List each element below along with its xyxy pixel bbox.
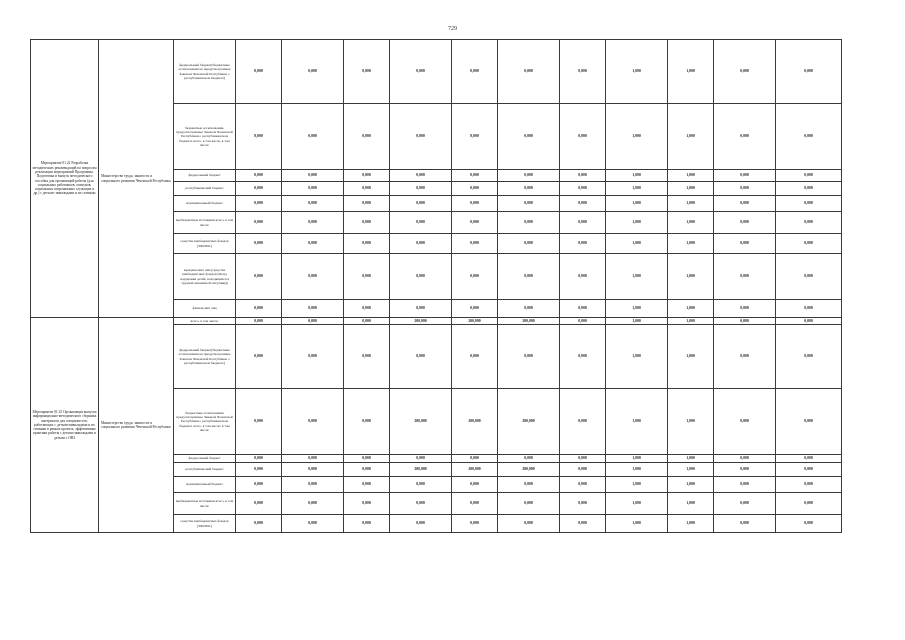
value-cell: 0,000 [236,477,282,493]
value-cell: 0,000 [498,212,560,234]
value-cell: 200,000 [390,389,452,455]
value-cell: 0,000 [714,182,776,196]
value-cell: 200,000 [390,318,452,325]
value-cell: 0,000 [344,515,390,533]
value-cell: 0,000 [344,40,390,104]
value-cell: 0,000 [452,104,498,170]
funding-source-cell: республиканский бюджет [174,182,236,196]
value-cell: 0,000 [560,234,606,254]
funding-source-cell: федеральный бюджет [174,170,236,182]
value-cell: 0,000 [776,463,842,477]
value-cell: 0,000 [282,300,344,318]
value-cell: 0,000 [452,234,498,254]
value-cell: 0,000 [452,477,498,493]
value-cell: 0,000 [714,463,776,477]
funding-source-cell: федеральный бюджет(бюджетные ассигнования не предусмотренные Законом Чеченской Республики о республиканском бюджете) [174,325,236,389]
value-cell: 0,000 [236,104,282,170]
value-cell: 0,000 [282,318,344,325]
value-cell: 0,000 [236,212,282,234]
value-cell: 1,000 [668,234,714,254]
value-cell: 0,000 [236,463,282,477]
value-cell: 0,000 [236,40,282,104]
value-cell: 1,000 [606,182,668,196]
value-cell: 0,000 [344,170,390,182]
value-cell: 0,000 [714,325,776,389]
value-cell: 0,000 [236,170,282,182]
value-cell: 0,000 [714,170,776,182]
value-cell: 0,000 [390,325,452,389]
value-cell: 0,000 [776,515,842,533]
value-cell: 0,000 [390,477,452,493]
value-cell: 0,000 [714,455,776,463]
funding-source-cell: федеральный бюджет(бюджетные ассигнования не предусмотренные Законом Чеченской Республики о республиканском бюджете) [174,40,236,104]
value-cell: 0,000 [776,300,842,318]
value-cell: 0,000 [344,325,390,389]
value-cell: 0,000 [498,170,560,182]
value-cell: 0,000 [344,318,390,325]
value-cell: 0,000 [282,40,344,104]
value-cell: 0,000 [236,196,282,212]
value-cell: 0,000 [776,196,842,212]
value-cell: 1,000 [606,515,668,533]
value-cell: 0,000 [390,196,452,212]
value-cell: 0,000 [344,212,390,234]
value-cell: 1,000 [668,318,714,325]
value-cell: 1,000 [668,493,714,515]
value-cell: 0,000 [390,455,452,463]
value-cell: 200,000 [452,463,498,477]
value-cell: 0,000 [344,477,390,493]
value-cell: 0,000 [236,254,282,300]
value-cell: 1,000 [606,104,668,170]
value-cell: 0,000 [452,170,498,182]
funding-source-cell: муниципальный бюджет [174,196,236,212]
value-cell: 0,000 [714,40,776,104]
value-cell: 1,000 [668,196,714,212]
value-cell: 1,000 [606,196,668,212]
value-cell: 0,000 [344,463,390,477]
value-cell: 0,000 [282,325,344,389]
value-cell: 0,000 [560,300,606,318]
value-cell: 1,000 [668,463,714,477]
value-cell: 200,000 [452,318,498,325]
value-cell: 0,000 [282,182,344,196]
value-cell: 0,000 [776,318,842,325]
value-cell: 1,000 [668,515,714,533]
value-cell: 0,000 [776,234,842,254]
value-cell: 0,000 [560,318,606,325]
table-row [31,40,842,104]
value-cell: 1,000 [606,234,668,254]
value-cell: 0,000 [776,40,842,104]
value-cell: 0,000 [282,234,344,254]
value-cell: 0,000 [344,196,390,212]
value-cell: 0,000 [498,234,560,254]
value-cell: 1,000 [668,325,714,389]
value-cell: 0,000 [714,389,776,455]
value-cell: 0,000 [498,104,560,170]
value-cell: 0,000 [236,318,282,325]
value-cell: 0,000 [390,254,452,300]
value-cell: 0,000 [452,300,498,318]
value-cell: 1,000 [668,455,714,463]
funding-source-cell: муниципальный бюджет [174,477,236,493]
value-cell: 0,000 [344,455,390,463]
value-cell: 0,000 [776,170,842,182]
funding-source-cell: федеральный бюджет [174,455,236,463]
value-cell: 0,000 [714,234,776,254]
value-cell: 0,000 [714,515,776,533]
value-cell: 0,000 [560,477,606,493]
value-cell: 0,000 [776,477,842,493]
value-cell: 0,000 [560,104,606,170]
funding-source-cell: республиканский бюджет [174,463,236,477]
value-cell: 0,000 [452,196,498,212]
value-cell: 0,000 [714,254,776,300]
value-cell: 0,000 [498,455,560,463]
value-cell: 1,000 [668,300,714,318]
value-cell: 0,000 [776,104,842,170]
value-cell: 1,000 [668,104,714,170]
value-cell: 0,000 [776,212,842,234]
value-cell: 0,000 [282,493,344,515]
value-cell: 1,000 [668,212,714,234]
value-cell: 0,000 [390,104,452,170]
funding-source-cell: средства внебюджетных фондов (ТФОМС) [174,515,236,533]
funding-source-cell: юридических лиц (средства внебюджетных фондов (Фонд поддержки детей, находящихся в трудной жизненной ситуации)) [174,254,236,300]
executor-cell: Министерство труда, занятости и социального развития Чеченской Республики [99,318,174,533]
funding-source-cell: бюджетные ассигнования предусмотренные Законом Чеченской Республики о республиканском бюджете всего, в том числе: в том числе: [174,389,236,455]
value-cell: 1,000 [668,254,714,300]
value-cell: 1,000 [606,212,668,234]
value-cell: 0,000 [560,40,606,104]
value-cell: 1,000 [668,477,714,493]
value-cell: 0,000 [452,212,498,234]
value-cell: 0,000 [560,196,606,212]
value-cell: 0,000 [714,196,776,212]
value-cell: 0,000 [452,455,498,463]
value-cell: 1,000 [606,300,668,318]
value-cell: 0,000 [714,493,776,515]
value-cell: 0,000 [560,325,606,389]
value-cell: 1,000 [606,463,668,477]
value-cell: 1,000 [668,40,714,104]
value-cell: 0,000 [236,389,282,455]
value-cell: 0,000 [452,182,498,196]
value-cell: 0,000 [714,318,776,325]
value-cell: 0,000 [236,515,282,533]
funding-source-cell: внебюджетные источники всего, в том числе: [174,212,236,234]
value-cell: 0,000 [560,389,606,455]
value-cell: 1,000 [606,493,668,515]
funding-source-cell: всего, в том числе: [174,318,236,325]
value-cell: 0,000 [452,40,498,104]
value-cell: 1,000 [606,254,668,300]
value-cell: 0,000 [560,455,606,463]
table-row [31,318,842,325]
value-cell: 0,000 [714,300,776,318]
value-cell: 200,000 [390,463,452,477]
value-cell: 0,000 [236,455,282,463]
value-cell: 0,000 [236,234,282,254]
value-cell: 0,000 [282,389,344,455]
value-cell: 0,000 [776,325,842,389]
value-cell: 200,000 [498,389,560,455]
value-cell: 0,000 [282,170,344,182]
value-cell: 0,000 [498,493,560,515]
funding-source-cell: средства внебюджетных фондов (ТФОМС) [174,234,236,254]
value-cell: 0,000 [390,182,452,196]
value-cell: 0,000 [282,455,344,463]
value-cell: 0,000 [390,170,452,182]
value-cell: 0,000 [282,104,344,170]
value-cell: 0,000 [344,493,390,515]
value-cell: 0,000 [282,477,344,493]
value-cell: 200,000 [498,318,560,325]
value-cell: 200,000 [452,389,498,455]
value-cell: 0,000 [452,493,498,515]
value-cell: 0,000 [776,455,842,463]
value-cell: 1,000 [606,318,668,325]
value-cell: 1,000 [668,182,714,196]
page-number: 729 [448,26,457,32]
value-cell: 1,000 [606,389,668,455]
value-cell: 0,000 [498,325,560,389]
value-cell: 0,000 [344,389,390,455]
value-cell: 1,000 [606,325,668,389]
value-cell: 0,000 [498,515,560,533]
value-cell: 0,000 [560,254,606,300]
measure-cell: Мероприятие 01.22 Разработка методических рекомендаций по вопросам реализации мероприятий Программы. Подготовка и выпуск методического пособия для организаций работы (для социальных работников, опекунов, социальных патронажных служащих и др.) с детьми- инвалидами и их семьями [31,40,99,318]
value-cell: 0,000 [776,493,842,515]
value-cell: 0,000 [452,254,498,300]
value-cell: 0,000 [498,300,560,318]
value-cell: 0,000 [344,104,390,170]
value-cell: 0,000 [390,515,452,533]
value-cell: 0,000 [344,234,390,254]
value-cell: 0,000 [776,182,842,196]
value-cell: 0,000 [714,104,776,170]
value-cell: 0,000 [498,254,560,300]
value-cell: 0,000 [452,515,498,533]
funding-source-cell: внебюджетные источники всего, в том числе: [174,493,236,515]
value-cell: 1,000 [606,40,668,104]
value-cell: 0,000 [390,212,452,234]
value-cell: 0,000 [390,40,452,104]
value-cell: 0,000 [560,493,606,515]
value-cell: 0,000 [498,40,560,104]
measure-cell: Мероприятие 01.23 Организация выпуска информационно-методического сборника материалов для специалистов, работающих с детьми-инвалидами и их семьями в рамках проекта, эффективные практики работы с детьми-инвалидами и детьми с ОВЗ [31,318,99,533]
value-cell: 0,000 [498,477,560,493]
value-cell: 0,000 [560,463,606,477]
value-cell: 1,000 [668,170,714,182]
value-cell: 0,000 [498,182,560,196]
value-cell: 0,000 [344,254,390,300]
value-cell: 0,000 [236,300,282,318]
value-cell: 200,000 [498,463,560,477]
value-cell: 0,000 [390,234,452,254]
value-cell: 0,000 [344,300,390,318]
executor-cell: Министерство труда, занятости и социального развития Чеченской Республики [99,40,174,318]
value-cell: 0,000 [282,196,344,212]
value-cell: 0,000 [498,196,560,212]
value-cell: 0,000 [390,493,452,515]
value-cell: 0,000 [560,515,606,533]
value-cell: 0,000 [344,182,390,196]
value-cell: 0,000 [560,212,606,234]
value-cell: 0,000 [560,182,606,196]
value-cell: 0,000 [282,463,344,477]
value-cell: 1,000 [606,477,668,493]
value-cell: 1,000 [606,170,668,182]
value-cell: 1,000 [668,389,714,455]
value-cell: 0,000 [282,212,344,234]
funding-source-cell: физических лиц [174,300,236,318]
value-cell: 0,000 [560,170,606,182]
value-cell: 0,000 [390,300,452,318]
value-cell: 0,000 [714,477,776,493]
value-cell: 0,000 [236,493,282,515]
value-cell: 0,000 [452,325,498,389]
value-cell: 0,000 [776,389,842,455]
value-cell: 0,000 [282,254,344,300]
value-cell: 0,000 [776,254,842,300]
funding-source-cell: бюджетные ассигнования, предусмотренные Законом Чеченской Республики о республиканском бюджете всего, в том числе, в том числе: [174,104,236,170]
value-cell: 0,000 [282,515,344,533]
value-cell: 0,000 [236,325,282,389]
value-cell: 1,000 [606,455,668,463]
funding-table [30,39,842,533]
value-cell: 0,000 [236,182,282,196]
value-cell: 0,000 [714,212,776,234]
